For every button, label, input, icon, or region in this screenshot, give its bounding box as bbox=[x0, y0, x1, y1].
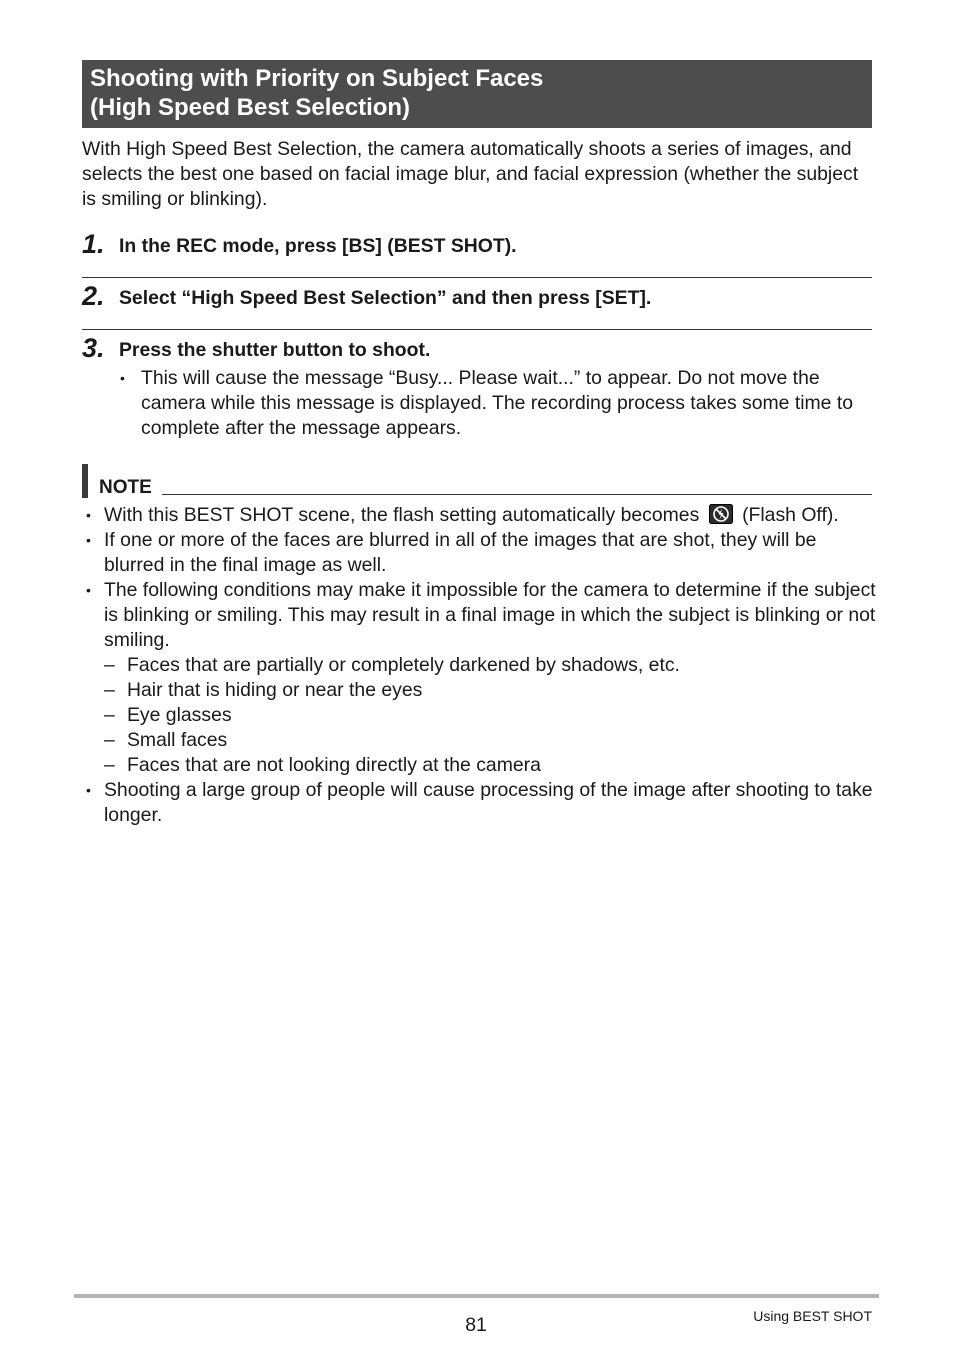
bullet-dot: • bbox=[86, 582, 91, 598]
step-number: 1. bbox=[82, 229, 105, 259]
note-item bbox=[82, 503, 877, 528]
note-item-text: The following conditions may make it impossible for the camera to determine if the subject is blinking or smiling. This may result in a final image in which the subject is blinking or not smiling. bbox=[104, 579, 876, 651]
condition-item bbox=[82, 753, 877, 778]
condition-text: Hair that is hiding or near the eyes bbox=[127, 679, 423, 701]
bullet-dot: • bbox=[86, 532, 91, 548]
step-divider bbox=[82, 277, 872, 278]
note-divider bbox=[162, 494, 872, 495]
section-title-line2: (High Speed Best Selection) bbox=[90, 94, 411, 121]
condition-item bbox=[82, 728, 877, 753]
bullet-dot: • bbox=[86, 782, 91, 798]
bullet-dot: • bbox=[120, 370, 125, 386]
note-item bbox=[82, 578, 877, 653]
note-item bbox=[82, 528, 877, 578]
note-marker bbox=[82, 464, 88, 498]
condition-text: Faces that are partially or completely darkened by shadows, etc. bbox=[127, 654, 680, 676]
section-title bbox=[82, 60, 872, 128]
dash-marker: – bbox=[104, 654, 115, 676]
step-text: Select “High Speed Best Selection” and then press [SET]. bbox=[119, 287, 652, 309]
condition-text: Faces that are not looking directly at the camera bbox=[127, 754, 541, 776]
note-label: NOTE bbox=[99, 477, 152, 498]
footer-divider bbox=[74, 1294, 879, 1298]
condition-item bbox=[82, 703, 877, 728]
note-item-text: If one or more of the faces are blurred in all of the images that are shot, they will be blurred in the final image as well. bbox=[104, 529, 817, 576]
note-item-text: Shooting a large group of people will cause processing of the image after shooting to take longer. bbox=[104, 779, 873, 826]
dash-marker: – bbox=[104, 754, 115, 776]
section-title-line1: Shooting with Priority on Subject Faces bbox=[90, 65, 544, 92]
step-divider bbox=[82, 329, 872, 330]
note-item bbox=[82, 778, 877, 828]
step-text: Press the shutter button to shoot. bbox=[119, 339, 431, 361]
dash-marker: – bbox=[104, 704, 115, 726]
page-number: 81 bbox=[465, 1314, 487, 1336]
condition-text: Small faces bbox=[127, 729, 228, 751]
note-list bbox=[82, 503, 877, 828]
note-item-text: With this BEST SHOT scene, the flash setting automatically becomes bbox=[104, 504, 700, 526]
dash-marker: – bbox=[104, 729, 115, 751]
step-3-bullet-text: This will cause the message “Busy... Please wait...” to appear. Do not move the camera while this message is displayed. The recording process takes some time to complete after the message appears. bbox=[141, 367, 854, 439]
bullet-dot: • bbox=[86, 507, 91, 523]
condition-text: Eye glasses bbox=[127, 704, 232, 726]
dash-marker: – bbox=[104, 679, 115, 701]
step-number: 3. bbox=[82, 333, 105, 363]
footer-section-name: Using BEST SHOT bbox=[753, 1308, 872, 1324]
flash-off-icon bbox=[709, 504, 733, 524]
condition-item bbox=[82, 653, 877, 678]
step-text: In the REC mode, press [BS] (BEST SHOT). bbox=[119, 235, 517, 257]
intro-paragraph: With High Speed Best Selection, the camera automatically shoots a series of images, and selects the best one based on facial image blur, and facial expression (whether the subject is smiling or blinking). bbox=[82, 138, 859, 210]
note-item-text: (Flash Off). bbox=[742, 504, 839, 526]
condition-item bbox=[82, 678, 877, 703]
step-number: 2. bbox=[82, 281, 105, 311]
